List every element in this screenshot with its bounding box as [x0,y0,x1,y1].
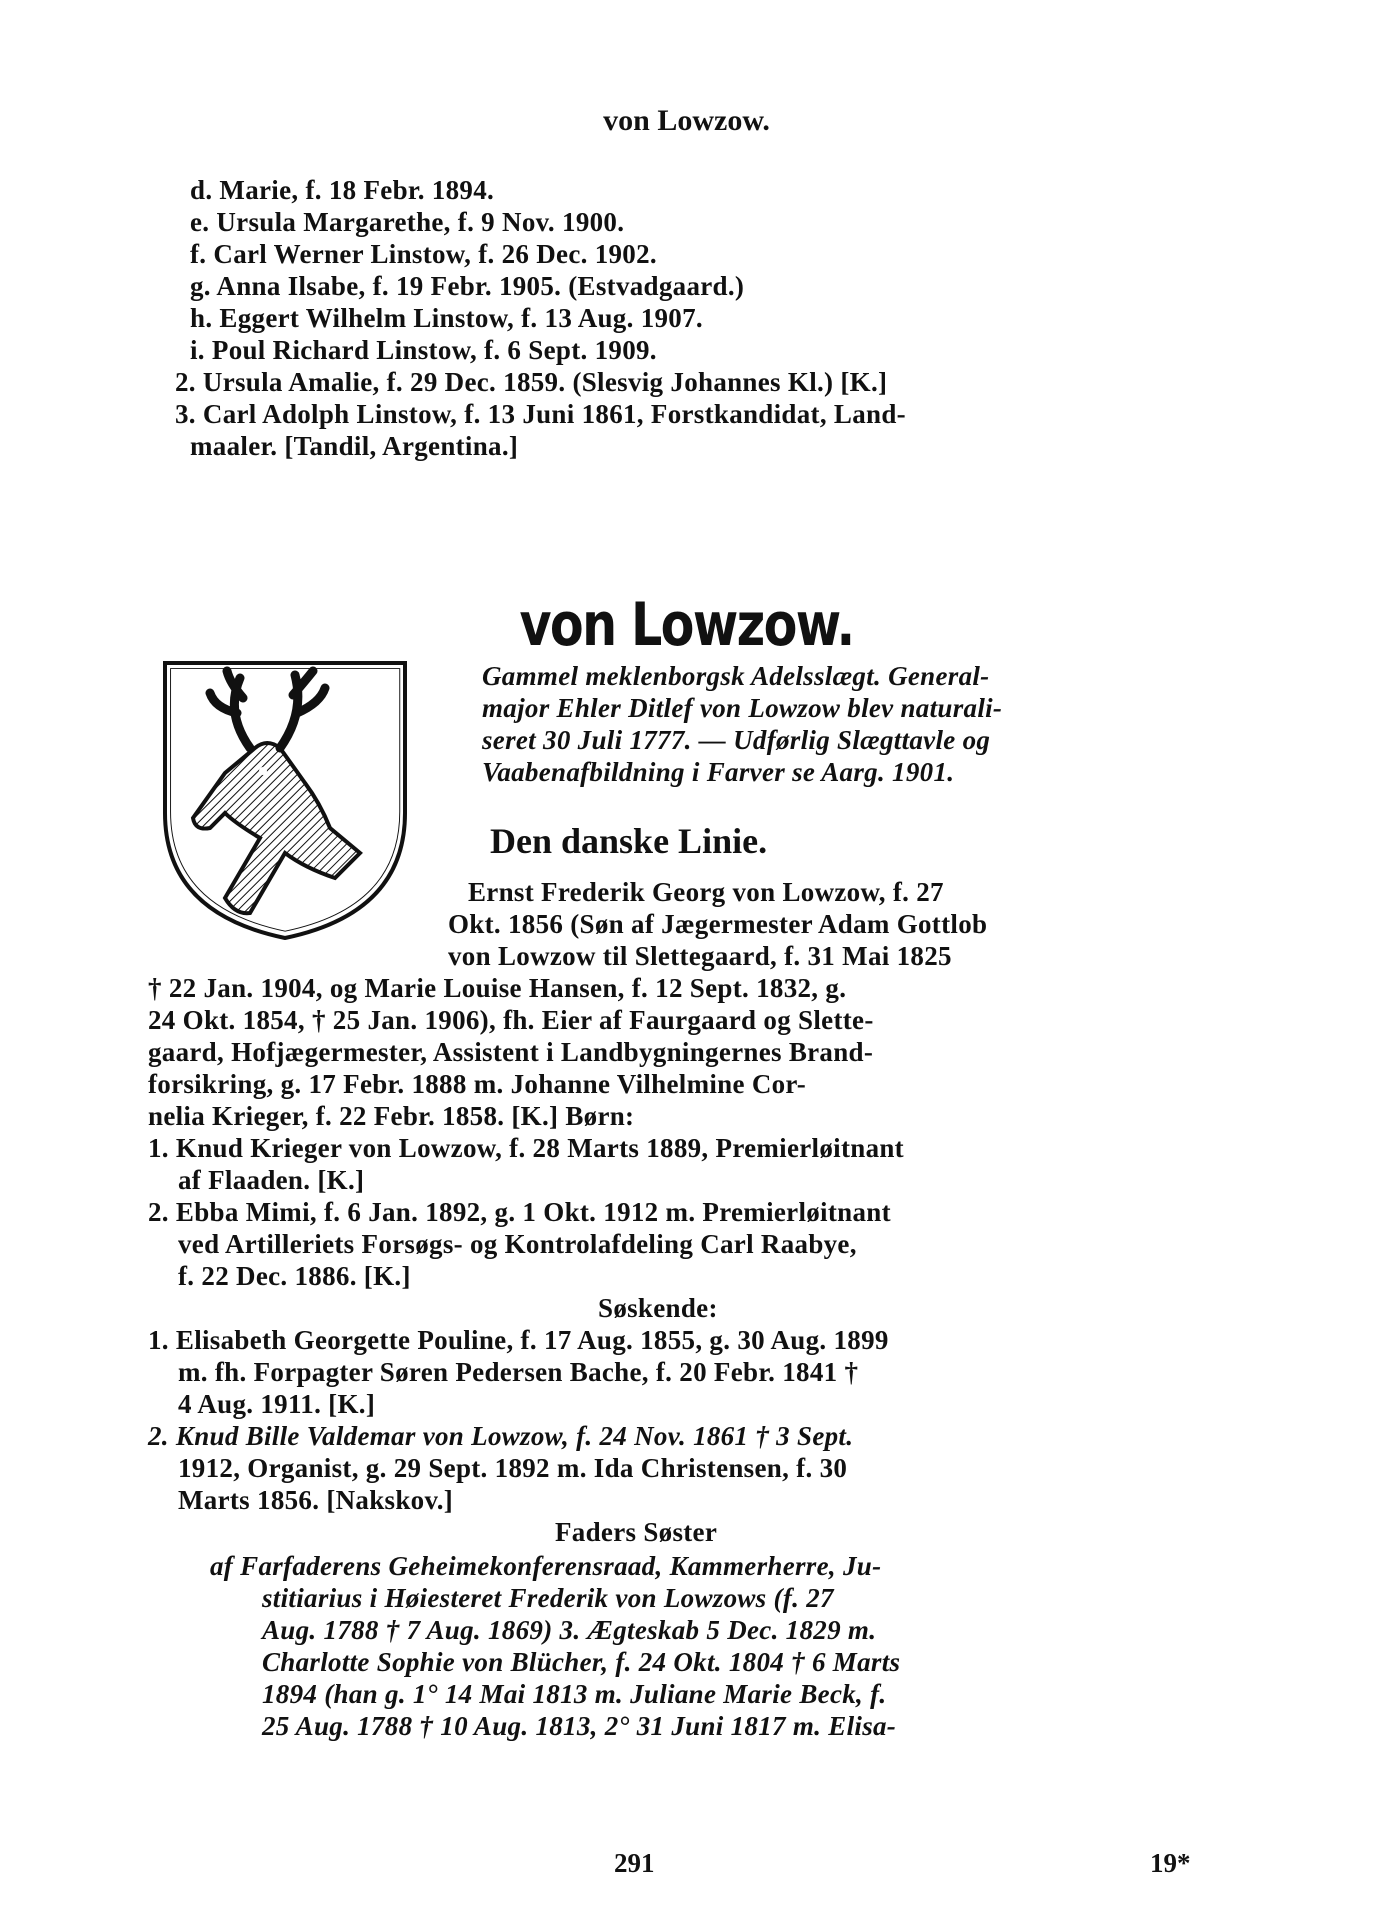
body-line: Okt. 1856 (Søn af Jægermester Adam Gottlob [448,909,988,939]
page-number: 291 [614,1848,655,1878]
entry-line: i. Poul Richard Linstow, f. 6 Sept. 1909. [190,335,657,365]
body-line: Ernst Frederik Georg von Lowzow, f. 27 [468,877,944,907]
intro-line: major Ehler Ditlef von Lowzow blev naturali- [482,693,1003,723]
body-line: forsikring, g. 17 Febr. 1888 m. Johanne Vilhelmine Cor- [148,1069,806,1099]
intro-line: seret 30 Juli 1777. — Udførlig Slægttavle og [482,725,991,755]
italic-line: 1894 (han g. 1° 14 Mai 1813 m. Juliane Marie Beck, f. [262,1679,887,1709]
body-line: 4 Aug. 1911. [K.] [178,1389,376,1419]
entry-line: 2. Ursula Amalie, f. 29 Dec. 1859. (Slesvig Johannes Kl.) [K.] [175,367,888,397]
entry-line: h. Eggert Wilhelm Linstow, f. 13 Aug. 1907. [190,303,703,333]
body-line: 2. Knud Bille Valdemar von Lowzow, f. 24 Nov. 1861 † 3 Sept. [148,1421,854,1451]
body-line: f. 22 Dec. 1886. [K.] [178,1261,411,1291]
body-line: Faders Søster [555,1517,718,1547]
body-line: af Flaaden. [K.] [178,1165,365,1195]
body-line: gaard, Hofjægermester, Assistent i Landbygningernes Brand- [148,1037,874,1067]
body-line: 2. Ebba Mimi, f. 6 Jan. 1892, g. 1 Okt. 1912 m. Premierløitnant [148,1197,891,1227]
body-line: von Lowzow til Slettegaard, f. 31 Mai 1825 [448,941,952,971]
body-line: Marts 1856. [Nakskov.] [178,1485,454,1515]
coat-of-arms-stag-icon [155,653,415,943]
body-line: 24 Okt. 1854, † 25 Jan. 1906), fh. Eier af Faurgaard og Slette- [148,1005,874,1035]
entry-line: f. Carl Werner Linstow, f. 26 Dec. 1902. [190,239,657,269]
italic-line: 25 Aug. 1788 † 10 Aug. 1813, 2° 31 Juni 1817 m. Elisa- [262,1711,897,1741]
subhead: Den danske Linie. [490,821,768,861]
intro-line: Vaabenafbildning i Farver se Aarg. 1901. [482,757,955,787]
entry-line: 3. Carl Adolph Linstow, f. 13 Juni 1861, Forstkandidat, Land- [175,399,906,429]
body-line: 1. Elisabeth Georgette Pouline, f. 17 Aug. 1855, g. 30 Aug. 1899 [148,1325,889,1355]
italic-line: Charlotte Sophie von Blücher, f. 24 Okt. 1804 † 6 Marts [262,1647,901,1677]
body-line: m. fh. Forpagter Søren Pedersen Bache, f. 20 Febr. 1841 † [178,1357,859,1387]
entry-line: d. Marie, f. 18 Febr. 1894. [190,175,495,205]
entry-line: maaler. [Tandil, Argentina.] [190,431,519,461]
body-line: † 22 Jan. 1904, og Marie Louise Hansen, f. 12 Sept. 1832, g. [148,973,847,1003]
body-line: ved Artilleriets Forsøgs- og Kontrolafdeling Carl Raabye, [178,1229,857,1259]
intro-line: Gammel meklenborgsk Adelsslægt. General- [482,661,990,691]
entry-line: e. Ursula Margarethe, f. 9 Nov. 1900. [190,207,625,237]
italic-line: stitiarius i Høiesteret Frederik von Lowzows (f. 27 [262,1583,834,1613]
body-line: 1. Knud Krieger von Lowzow, f. 28 Marts 1889, Premierløitnant [148,1133,904,1163]
section-title: von Lowzow. [519,590,854,660]
signature-mark: 19* [1150,1848,1191,1878]
body-line: nelia Krieger, f. 22 Febr. 1858. [K.] Børn: [148,1101,635,1131]
running-head: von Lowzow. [603,104,770,137]
italic-line: Aug. 1788 † 7 Aug. 1869) 3. Ægteskab 5 Dec. 1829 m. [262,1615,877,1645]
body-line: 1912, Organist, g. 29 Sept. 1892 m. Ida Christensen, f. 30 [178,1453,848,1483]
entry-line: g. Anna Ilsabe, f. 19 Febr. 1905. (Estvadgaard.) [190,271,745,301]
body-line: Søskende: [598,1293,718,1323]
italic-line: af Farfaderens Geheimekonferensraad, Kammerherre, Ju- [210,1551,882,1581]
